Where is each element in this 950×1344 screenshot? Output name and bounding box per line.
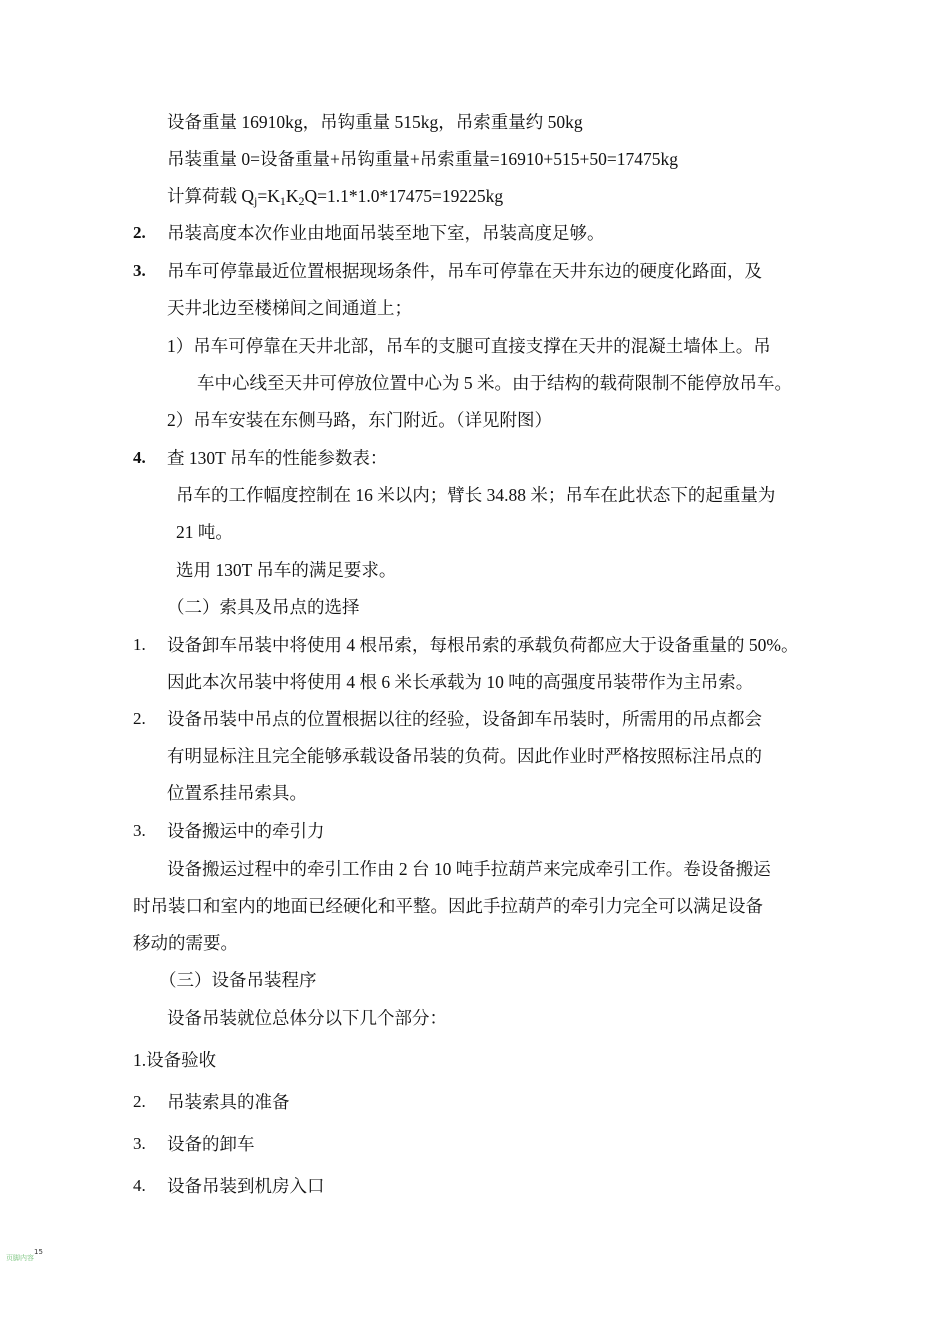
item-text: 因此本次吊装中将使用 4 根 6 米长承载为 10 吨的高强度吊装带作为主吊索。 xyxy=(167,672,754,692)
weights-line: 设备重量 16910kg，吊钩重量 515kg，吊索重量约 50kg xyxy=(167,112,583,132)
item-number: 4. xyxy=(133,1176,146,1195)
item-text: 设备卸车吊装中将使用 4 根吊索，每根吊索的承载负荷都应大于设备重量的 50%。 xyxy=(167,635,799,655)
item-text: 吊装高度本次作业由地面吊装至地下室，吊装高度足够。 xyxy=(167,223,605,243)
item-number: 3. xyxy=(133,821,146,840)
sub-item-text: 车中心线至天井可停放位置中心为 5 米。由于结构的载荷限制不能停放吊车。 xyxy=(197,373,792,393)
item-text: 吊车可停靠最近位置根据现场条件，吊车可停靠在天井东边的硬度化路面，及 xyxy=(167,261,762,281)
item-text: 位置系挂吊索具。 xyxy=(167,783,307,803)
list-item: 1.设备验收 xyxy=(133,1050,217,1070)
item-text: 查 130T 吊车的性能参数表： xyxy=(167,448,388,468)
paragraph-line: 时吊装口和室内的地面已经硬化和平整。因此手拉葫芦的牵引力完全可以满足设备 xyxy=(133,896,763,916)
item-number: 2. xyxy=(133,223,146,242)
page-footer xyxy=(6,1248,43,1263)
page-number: 15 xyxy=(34,1248,43,1256)
paragraph-line: 移动的需要。 xyxy=(133,933,238,953)
subscript: 2 xyxy=(298,194,305,208)
intro-text: 设备吊装就位总体分以下几个部分： xyxy=(167,1008,447,1028)
item-number: 3. xyxy=(133,1134,146,1153)
item-number: 3. xyxy=(133,261,146,280)
item-text: 设备吊装中吊点的位置根据以往的经验，设备卸车吊装时，所需用的吊点都会 xyxy=(167,709,762,729)
item-text: 有明显标注且完全能够承载设备吊装的负荷。因此作业时严格按照标注吊点的 xyxy=(167,746,762,766)
load-text: Q=1.1*1.0*17475=19225kg xyxy=(304,186,504,206)
section-heading: （二）索具及吊点的选择 xyxy=(167,597,360,617)
item-number: 1. xyxy=(133,635,146,654)
footer-note: 页脚内容 xyxy=(6,1254,34,1262)
subscript: j xyxy=(254,194,258,208)
item-number: 4. xyxy=(133,448,146,467)
load-calc-line xyxy=(167,184,503,208)
item-text: 设备搬运中的牵引力 xyxy=(167,821,325,841)
item-text: 选用 130T 吊车的满足要求。 xyxy=(176,560,397,580)
item-number: 2. xyxy=(133,709,146,728)
load-text: 计算荷载 Q xyxy=(167,186,255,206)
list-item: 吊装索具的准备 xyxy=(167,1092,290,1112)
item-text: 天井北边至楼梯间之间通道上； xyxy=(167,298,412,318)
paragraph-line: 设备搬运过程中的牵引工作由 2 台 10 吨手拉葫芦来完成牵引工作。卷设备搬运 xyxy=(167,859,771,879)
sub-item-text: 2）吊车安装在东侧马路，东门附近。（详见附图） xyxy=(167,410,552,430)
load-text: K xyxy=(285,186,299,206)
item-number: 2. xyxy=(133,1092,146,1111)
total-weight-line: 吊装重量 0=设备重量+吊钩重量+吊索重量=16910+515+50=17475kg xyxy=(167,149,678,169)
list-item: 设备的卸车 xyxy=(167,1134,255,1154)
item-text: 吊车的工作幅度控制在 16 米以内；臂长 34.88 米；吊车在此状态下的起重量为 xyxy=(176,485,776,505)
list-item: 设备吊装到机房入口 xyxy=(167,1176,325,1196)
item-text: 21 吨。 xyxy=(176,522,233,542)
sub-item-text: 1）吊车可停靠在天井北部，吊车的支腿可直接支撑在天井的混凝土墙体上。吊 xyxy=(167,336,771,356)
load-text: =K xyxy=(257,186,280,206)
subscript: 1 xyxy=(279,194,286,208)
section-heading: （三）设备吊装程序 xyxy=(159,970,317,990)
